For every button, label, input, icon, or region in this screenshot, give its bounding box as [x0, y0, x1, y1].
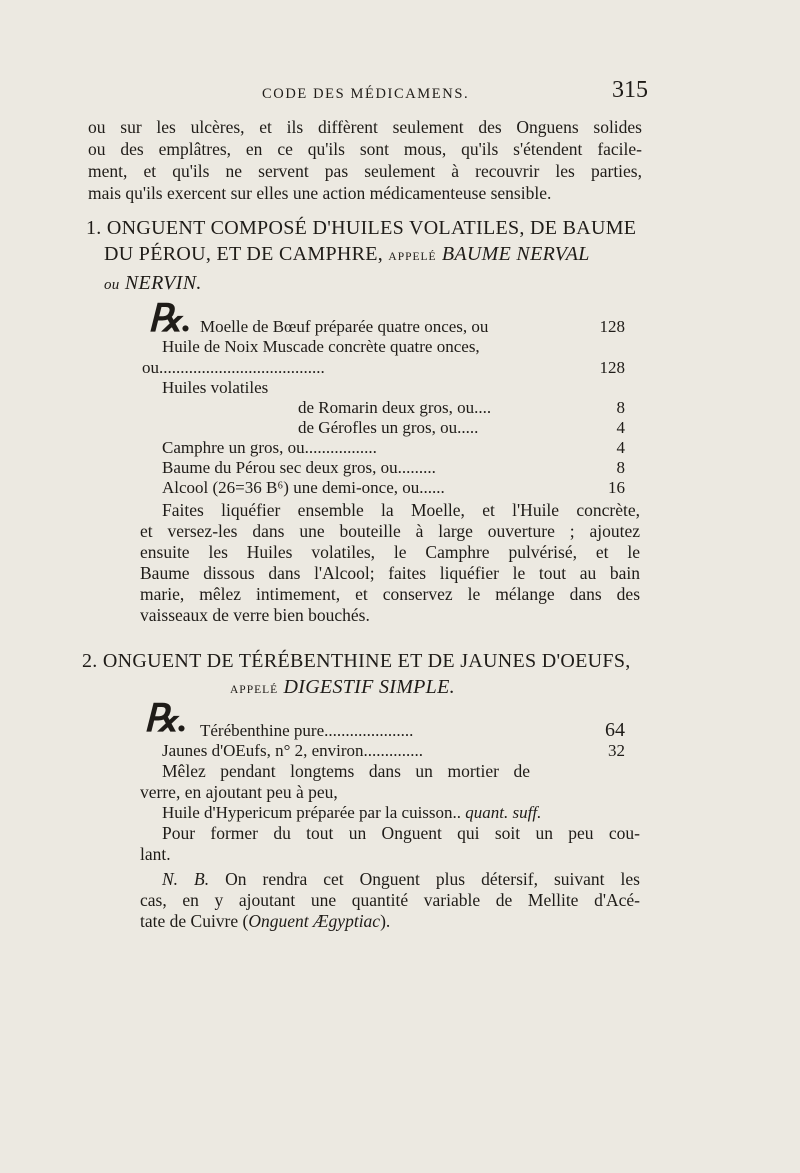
nota-bene	[140, 869, 640, 932]
ingredient-line: de Romarin deux gros, ou....	[298, 398, 492, 417]
ingredient-amount: 4	[616, 418, 625, 437]
intro-line: mais qu'ils exercent sur elles une action médicamenteuse sensible.	[88, 183, 552, 203]
ingredient-amount: 64	[605, 719, 625, 741]
intro-paragraph	[88, 116, 642, 204]
section-2-heading	[82, 648, 672, 703]
instruction-line: Faites liquéfier ensemble la Moelle, et l'Huile concrète,	[162, 500, 640, 520]
heading-line: 1. ONGUENT COMPOSÉ D'HUILES VOLATILES, DE BAUME	[86, 217, 637, 239]
final-line: lant.	[140, 844, 171, 864]
heading-line: APPELÉ DIGESTIF SIMPLE.	[230, 676, 455, 698]
final-line: Pour former du tout un Onguent qui soit un peu cou-	[162, 823, 640, 843]
section-2-instructions	[140, 761, 530, 803]
ingredient-amount: 128	[599, 317, 625, 336]
page-number: 315	[612, 77, 648, 103]
intro-line: ou des emplâtres, en ce qu'ils sont mous, qu'ils s'étendent facile-	[88, 139, 642, 159]
instruction-line: Mêlez pendant longtems dans un mortier de	[162, 761, 530, 781]
instruction-line: vaisseaux de verre bien bouchés.	[140, 605, 370, 625]
ingredient-line: Huiles volatiles	[162, 378, 269, 397]
instruction-line: et versez-les dans une bouteille à large ouverture ; ajoutez	[140, 521, 640, 541]
heading-line: ou NERVIN.	[104, 272, 202, 294]
ingredient-line: Jaunes d'OEufs, n° 2, environ..............	[162, 741, 424, 760]
ingredient-line: Térébenthine pure.....................	[200, 721, 414, 740]
intro-line: ou sur les ulcères, et ils diffèrent seulement des Onguens solides	[88, 117, 642, 137]
recipe-symbol: ℞.	[148, 298, 192, 340]
ingredient-line: Alcool (26=36 B⁶) une demi-once, ou......	[162, 478, 445, 497]
ingredient-line: Huile de Noix Muscade concrète quatre onces,	[162, 337, 480, 356]
ingredient-amount: 32	[608, 741, 625, 760]
ingredient-amount: 8	[616, 458, 625, 477]
heading-line: 2. ONGUENT DE TÉRÉBENTHINE ET DE JAUNES D'OEUFS,	[82, 650, 631, 672]
ingredient-line: Baume du Pérou sec deux gros, ou.........	[162, 458, 436, 477]
section-1-heading	[86, 215, 656, 298]
ingredient-amount: 128	[599, 358, 625, 377]
instruction-line: marie, mêlez intimement, et conservez le mélange dans des	[140, 584, 640, 604]
ingredient-line: de Gérofles un gros, ou.....	[298, 418, 479, 437]
ingredient-amount: 4	[616, 438, 625, 457]
running-header: CODE DES MÉDICAMENS.	[262, 86, 470, 102]
heading-line: DU PÉROU, ET DE CAMPHRE, APPELÉ BAUME NERVAL	[104, 243, 590, 265]
nb-line: cas, en y ajoutant une quantité variable de Mellite d'Acé-	[140, 890, 640, 910]
section-2-final	[140, 823, 640, 865]
ingredient-amount: 16	[608, 478, 625, 497]
instruction-line: Baume dissous dans l'Alcool; faites liquéfier le tout au bain	[140, 563, 640, 583]
hypericum-line: Huile d'Hypericum préparée par la cuisson.. quant. suff.	[162, 803, 542, 822]
instruction-line: ensuite les Huiles volatiles, le Camphre pulvérisé, et le	[140, 542, 640, 562]
section-1-instructions	[140, 500, 640, 626]
ingredient-line: ou.......................................	[142, 358, 325, 377]
ingredient-line: Moelle de Bœuf préparée quatre onces, ou	[200, 317, 489, 336]
ingredient-line: Camphre un gros, ou.................	[162, 438, 377, 457]
nb-line: tate de Cuivre (Onguent Ægyptiac).	[140, 911, 391, 931]
intro-line: ment, et qu'ils ne servent pas seulement à recouvrir les parties,	[88, 161, 642, 181]
nb-line: N. B. On rendra cet Onguent plus détersif, suivant les	[162, 869, 640, 889]
instruction-line: verre, en ajoutant peu à peu,	[140, 782, 338, 802]
ingredient-amount: 8	[616, 398, 625, 417]
recipe-symbol: ℞.	[144, 698, 188, 740]
